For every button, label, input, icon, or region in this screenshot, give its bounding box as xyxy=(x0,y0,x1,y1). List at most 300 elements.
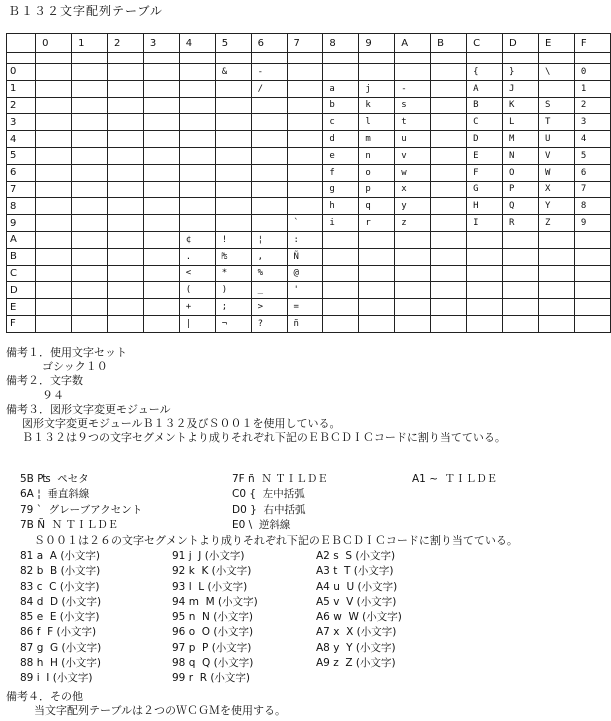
char-cell xyxy=(107,181,143,198)
char-cell xyxy=(107,131,143,148)
char-cell: @ xyxy=(287,265,323,282)
char-cell xyxy=(36,215,72,232)
char-cell: J xyxy=(503,80,539,97)
char-cell xyxy=(395,282,431,299)
char-cell xyxy=(287,181,323,198)
map-entry: 88 h H (小文字) xyxy=(20,657,101,670)
spacer-cell xyxy=(72,53,108,64)
char-cell xyxy=(143,315,179,332)
char-cell xyxy=(287,198,323,215)
column-header: 5 xyxy=(215,34,251,53)
char-cell xyxy=(179,80,215,97)
char-cell: R xyxy=(503,215,539,232)
char-cell: P xyxy=(503,181,539,198)
char-cell: ` xyxy=(287,215,323,232)
char-cell xyxy=(467,315,503,332)
char-cell: 1 xyxy=(574,80,610,97)
char-cell xyxy=(179,198,215,215)
char-cell: w xyxy=(395,164,431,181)
char-cell xyxy=(503,248,539,265)
char-cell: s xyxy=(395,97,431,114)
char-cell xyxy=(72,80,108,97)
note-3-line-a: 図形文字変更モジュールＢ１３２及びＳ００１を使用している。 xyxy=(22,417,341,431)
char-cell xyxy=(143,114,179,131)
table-row xyxy=(7,215,611,232)
map-entry: 7B Ñ Ｎ ＴＩＬＤＥ xyxy=(20,518,119,531)
char-cell xyxy=(107,97,143,114)
char-cell xyxy=(107,282,143,299)
row-header: 9 xyxy=(7,215,36,232)
char-cell xyxy=(574,231,610,248)
char-cell xyxy=(251,114,287,131)
table-row xyxy=(7,231,611,248)
char-cell xyxy=(431,248,467,265)
char-cell xyxy=(503,282,539,299)
map-entry: 91 j J (小文字) xyxy=(172,550,245,562)
map-entry: A8 y Y (小文字) xyxy=(316,641,396,654)
column-header: 4 xyxy=(179,34,215,53)
char-cell xyxy=(251,97,287,114)
map-entry: E0 \ 逆斜線 xyxy=(232,518,291,531)
char-cell: ( xyxy=(179,282,215,299)
char-cell xyxy=(539,248,575,265)
char-cell xyxy=(107,315,143,332)
char-cell: d xyxy=(323,131,359,148)
char-cell: Z xyxy=(539,215,575,232)
map-entry: A4 u U (小文字) xyxy=(316,580,398,593)
map-entry: C0 { 左中括弧 xyxy=(232,488,305,501)
column-header: 2 xyxy=(107,34,143,53)
row-header: B xyxy=(7,248,36,265)
char-cell: k xyxy=(359,97,395,114)
char-cell: O xyxy=(503,164,539,181)
char-cell xyxy=(36,131,72,148)
char-cell: G xyxy=(467,181,503,198)
char-cell: p xyxy=(359,181,395,198)
char-cell xyxy=(215,215,251,232)
char-cell xyxy=(359,231,395,248)
char-cell: 2 xyxy=(574,97,610,114)
char-cell xyxy=(251,164,287,181)
char-cell: y xyxy=(395,198,431,215)
char-cell xyxy=(287,80,323,97)
map-entry: 92 k K (小文字) xyxy=(172,565,252,578)
char-cell xyxy=(72,265,108,282)
char-cell: } xyxy=(503,64,539,81)
char-cell xyxy=(72,248,108,265)
char-cell xyxy=(395,315,431,332)
char-cell xyxy=(72,97,108,114)
column-header: 9 xyxy=(359,34,395,53)
char-cell: q xyxy=(359,198,395,215)
spacer-cell xyxy=(395,53,431,64)
char-cell xyxy=(143,64,179,81)
table-row xyxy=(7,198,611,215)
char-cell xyxy=(323,248,359,265)
table-row xyxy=(7,248,611,265)
char-cell: D xyxy=(467,131,503,148)
char-cell xyxy=(36,114,72,131)
char-cell: / xyxy=(251,80,287,97)
table-row xyxy=(7,147,611,164)
char-cell: L xyxy=(503,114,539,131)
char-cell xyxy=(36,248,72,265)
char-cell: 7 xyxy=(574,181,610,198)
char-cell xyxy=(431,181,467,198)
char-cell xyxy=(287,147,323,164)
char-cell: e xyxy=(323,147,359,164)
char-cell xyxy=(72,181,108,198)
char-cell: : xyxy=(287,231,323,248)
char-cell xyxy=(287,164,323,181)
char-cell xyxy=(143,248,179,265)
map-entry: A1 ~ ＴＩＬＤＥ xyxy=(412,473,498,485)
char-cell xyxy=(215,97,251,114)
char-cell xyxy=(503,315,539,332)
char-cell: A xyxy=(467,80,503,97)
char-cell xyxy=(431,131,467,148)
char-cell xyxy=(179,215,215,232)
row-header: 2 xyxy=(7,97,36,114)
char-cell xyxy=(107,147,143,164)
note-1-heading: 備考１．使用文字セット xyxy=(6,346,127,359)
row-header: A xyxy=(7,231,36,248)
char-cell xyxy=(323,231,359,248)
table-row xyxy=(7,282,611,299)
spacer-cell xyxy=(431,53,467,64)
char-cell xyxy=(143,147,179,164)
char-cell xyxy=(431,164,467,181)
char-cell xyxy=(143,164,179,181)
char-cell xyxy=(179,147,215,164)
char-cell xyxy=(143,215,179,232)
char-cell: S xyxy=(539,97,575,114)
table-row xyxy=(7,315,611,332)
char-cell xyxy=(431,315,467,332)
column-header: C xyxy=(467,34,503,53)
char-cell xyxy=(72,64,108,81)
char-cell xyxy=(36,315,72,332)
char-cell xyxy=(431,231,467,248)
char-cell: v xyxy=(395,147,431,164)
char-cell: g xyxy=(323,181,359,198)
spacer-cell xyxy=(251,53,287,64)
char-cell xyxy=(36,198,72,215)
char-cell: { xyxy=(467,64,503,81)
char-cell: X xyxy=(539,181,575,198)
char-cell: j xyxy=(359,80,395,97)
map-entry: 93 l L (小文字) xyxy=(172,580,248,593)
char-cell xyxy=(574,248,610,265)
char-cell: I xyxy=(467,215,503,232)
char-cell xyxy=(215,198,251,215)
map-entry: A2 s S (小文字) xyxy=(316,550,396,562)
char-cell xyxy=(467,248,503,265)
char-cell: a xyxy=(323,80,359,97)
char-cell: 5 xyxy=(574,147,610,164)
row-header: 7 xyxy=(7,181,36,198)
char-cell xyxy=(359,299,395,316)
char-cell xyxy=(467,231,503,248)
char-cell xyxy=(574,265,610,282)
char-cell: ¦ xyxy=(251,231,287,248)
table-corner xyxy=(7,34,36,53)
spacer-cell xyxy=(323,53,359,64)
char-cell xyxy=(72,231,108,248)
char-cell xyxy=(72,131,108,148)
char-cell: u xyxy=(395,131,431,148)
column-header: F xyxy=(574,34,610,53)
map-entry: A5 v V (小文字) xyxy=(316,595,397,608)
column-header: 7 xyxy=(287,34,323,53)
char-cell xyxy=(431,64,467,81)
note-1-value: ゴシック１０ xyxy=(42,360,108,374)
char-cell xyxy=(107,215,143,232)
char-cell: - xyxy=(251,64,287,81)
char-cell xyxy=(107,299,143,316)
char-cell: ¢ xyxy=(179,231,215,248)
char-cell xyxy=(215,147,251,164)
char-cell xyxy=(36,299,72,316)
char-cell xyxy=(431,80,467,97)
char-cell xyxy=(36,80,72,97)
table-row xyxy=(7,265,611,282)
char-cell: 9 xyxy=(574,215,610,232)
char-cell xyxy=(539,265,575,282)
char-cell xyxy=(72,215,108,232)
note-3-heading: 備考３．図形文字変更モジュール xyxy=(6,402,171,416)
table-row xyxy=(7,114,611,131)
map-entry: A9 z Z (小文字) xyxy=(316,657,396,670)
char-cell xyxy=(107,198,143,215)
row-header: 8 xyxy=(7,198,36,215)
char-cell: T xyxy=(539,114,575,131)
char-cell xyxy=(467,282,503,299)
char-cell xyxy=(539,315,575,332)
table-row xyxy=(7,131,611,148)
char-cell: 6 xyxy=(574,164,610,181)
table-row xyxy=(7,97,611,114)
char-cell xyxy=(72,147,108,164)
map-entry: 84 d D (小文字) xyxy=(20,595,102,608)
char-cell xyxy=(503,231,539,248)
char-cell: \ xyxy=(539,64,575,81)
char-cell xyxy=(431,265,467,282)
char-cell xyxy=(215,181,251,198)
map-entry: 99 r R (小文字) xyxy=(172,672,251,685)
char-cell xyxy=(574,299,610,316)
char-cell: h xyxy=(323,198,359,215)
char-cell: x xyxy=(395,181,431,198)
character-array-table xyxy=(6,33,611,333)
char-cell: ; xyxy=(215,299,251,316)
char-cell xyxy=(431,147,467,164)
column-header: D xyxy=(503,34,539,53)
map-entry: 7F ñ Ｎ ＴＩＬＤＥ xyxy=(232,473,328,485)
char-cell xyxy=(143,80,179,97)
char-cell: U xyxy=(539,131,575,148)
column-header: 0 xyxy=(36,34,72,53)
char-cell xyxy=(179,97,215,114)
char-cell xyxy=(143,181,179,198)
char-cell xyxy=(36,147,72,164)
char-cell xyxy=(107,265,143,282)
char-cell xyxy=(36,164,72,181)
map-entry: 5B ₧ ペセタ xyxy=(20,473,89,485)
char-cell xyxy=(287,64,323,81)
char-cell xyxy=(431,282,467,299)
char-cell: 3 xyxy=(574,114,610,131)
char-cell xyxy=(359,248,395,265)
char-cell: , xyxy=(251,248,287,265)
char-cell xyxy=(323,315,359,332)
char-cell xyxy=(36,97,72,114)
char-cell: 0 xyxy=(574,64,610,81)
spacer-cell xyxy=(503,53,539,64)
char-cell: F xyxy=(467,164,503,181)
char-cell xyxy=(251,181,287,198)
char-cell xyxy=(323,299,359,316)
char-cell xyxy=(215,80,251,97)
char-cell: Q xyxy=(503,198,539,215)
map-entry: A3 t T (小文字) xyxy=(316,565,394,578)
map-entry: 94 m M (小文字) xyxy=(172,595,258,608)
char-cell: % xyxy=(251,265,287,282)
char-cell: . xyxy=(179,248,215,265)
char-cell: & xyxy=(215,64,251,81)
spacer-cell xyxy=(359,53,395,64)
char-cell xyxy=(251,215,287,232)
char-cell xyxy=(107,114,143,131)
char-cell xyxy=(107,80,143,97)
column-header: E xyxy=(539,34,575,53)
map-entry: 81 a A (小文字) xyxy=(20,550,101,562)
note-4-heading: 備考４．その他 xyxy=(6,690,83,703)
map-entry: 6A ¦ 垂直斜線 xyxy=(20,488,90,501)
column-header: 1 xyxy=(72,34,108,53)
char-cell xyxy=(251,147,287,164)
char-cell xyxy=(179,114,215,131)
notes-section xyxy=(6,346,606,445)
char-cell xyxy=(72,315,108,332)
char-cell: ? xyxy=(251,315,287,332)
char-cell xyxy=(323,64,359,81)
char-cell: H xyxy=(467,198,503,215)
char-cell xyxy=(72,164,108,181)
char-cell xyxy=(72,114,108,131)
char-cell xyxy=(143,282,179,299)
char-cell xyxy=(107,231,143,248)
char-cell xyxy=(539,80,575,97)
char-cell xyxy=(143,131,179,148)
char-cell: ! xyxy=(215,231,251,248)
row-header: C xyxy=(7,265,36,282)
char-cell: M xyxy=(503,131,539,148)
map-entry: 86 f F (小文字) xyxy=(20,626,97,639)
char-cell xyxy=(36,231,72,248)
note-3-line-b: Ｂ１３２は９つの文字セグメントより成りそれぞれ下記のＥＢＣＤＩＣコードに割り当てている。 xyxy=(22,431,506,445)
column-header: B xyxy=(431,34,467,53)
char-cell: C xyxy=(467,114,503,131)
char-cell: t xyxy=(395,114,431,131)
map-entry: A6 w W (小文字) xyxy=(316,611,402,624)
char-cell xyxy=(107,248,143,265)
char-cell: l xyxy=(359,114,395,131)
map-entry: 98 q Q (小文字) xyxy=(172,657,254,670)
note-4-value: 当文字配列テーブルは２つのＷＣＧＭを使用する。 xyxy=(34,704,287,718)
char-cell: V xyxy=(539,147,575,164)
char-cell xyxy=(287,97,323,114)
map-entry: 83 c C (小文字) xyxy=(20,580,100,593)
char-cell xyxy=(574,315,610,332)
map-entry: A7 x X (小文字) xyxy=(316,626,397,639)
char-cell xyxy=(359,265,395,282)
char-cell xyxy=(395,64,431,81)
char-cell: b xyxy=(323,97,359,114)
char-cell: | xyxy=(179,315,215,332)
row-header: 5 xyxy=(7,147,36,164)
char-cell xyxy=(143,299,179,316)
char-cell: n xyxy=(359,147,395,164)
note-2-value: ９４ xyxy=(42,388,64,402)
char-cell xyxy=(539,299,575,316)
char-cell xyxy=(107,64,143,81)
char-cell: N xyxy=(503,147,539,164)
char-cell xyxy=(179,64,215,81)
char-cell xyxy=(431,215,467,232)
char-cell: - xyxy=(395,80,431,97)
spacer-cell xyxy=(467,53,503,64)
spacer-cell xyxy=(7,53,36,64)
char-cell: m xyxy=(359,131,395,148)
char-cell xyxy=(215,131,251,148)
char-cell: 4 xyxy=(574,131,610,148)
row-header: 3 xyxy=(7,114,36,131)
char-cell xyxy=(431,299,467,316)
char-cell: ₧ xyxy=(215,248,251,265)
map-entry: 89 i I (小文字) xyxy=(20,672,93,685)
map-entry: 96 o O (小文字) xyxy=(172,626,254,639)
page-title: Ｂ１３２文字配列テーブル xyxy=(8,4,163,18)
char-cell xyxy=(179,164,215,181)
char-cell: K xyxy=(503,97,539,114)
char-cell xyxy=(431,198,467,215)
char-cell xyxy=(36,181,72,198)
map-entry: 79 ` グレーブアクセント xyxy=(20,503,143,516)
char-cell: W xyxy=(539,164,575,181)
char-cell: < xyxy=(179,265,215,282)
char-cell xyxy=(215,114,251,131)
spacer-cell xyxy=(539,53,575,64)
column-header: 3 xyxy=(143,34,179,53)
char-cell xyxy=(359,282,395,299)
char-cell xyxy=(36,282,72,299)
row-header: E xyxy=(7,299,36,316)
char-cell: o xyxy=(359,164,395,181)
char-cell xyxy=(431,114,467,131)
char-cell xyxy=(251,198,287,215)
char-cell xyxy=(503,299,539,316)
row-header: D xyxy=(7,282,36,299)
char-cell xyxy=(359,64,395,81)
char-cell: + xyxy=(179,299,215,316)
spacer-cell xyxy=(36,53,72,64)
char-cell: f xyxy=(323,164,359,181)
char-cell xyxy=(467,265,503,282)
char-cell xyxy=(179,181,215,198)
char-cell xyxy=(574,282,610,299)
column-header: A xyxy=(395,34,431,53)
